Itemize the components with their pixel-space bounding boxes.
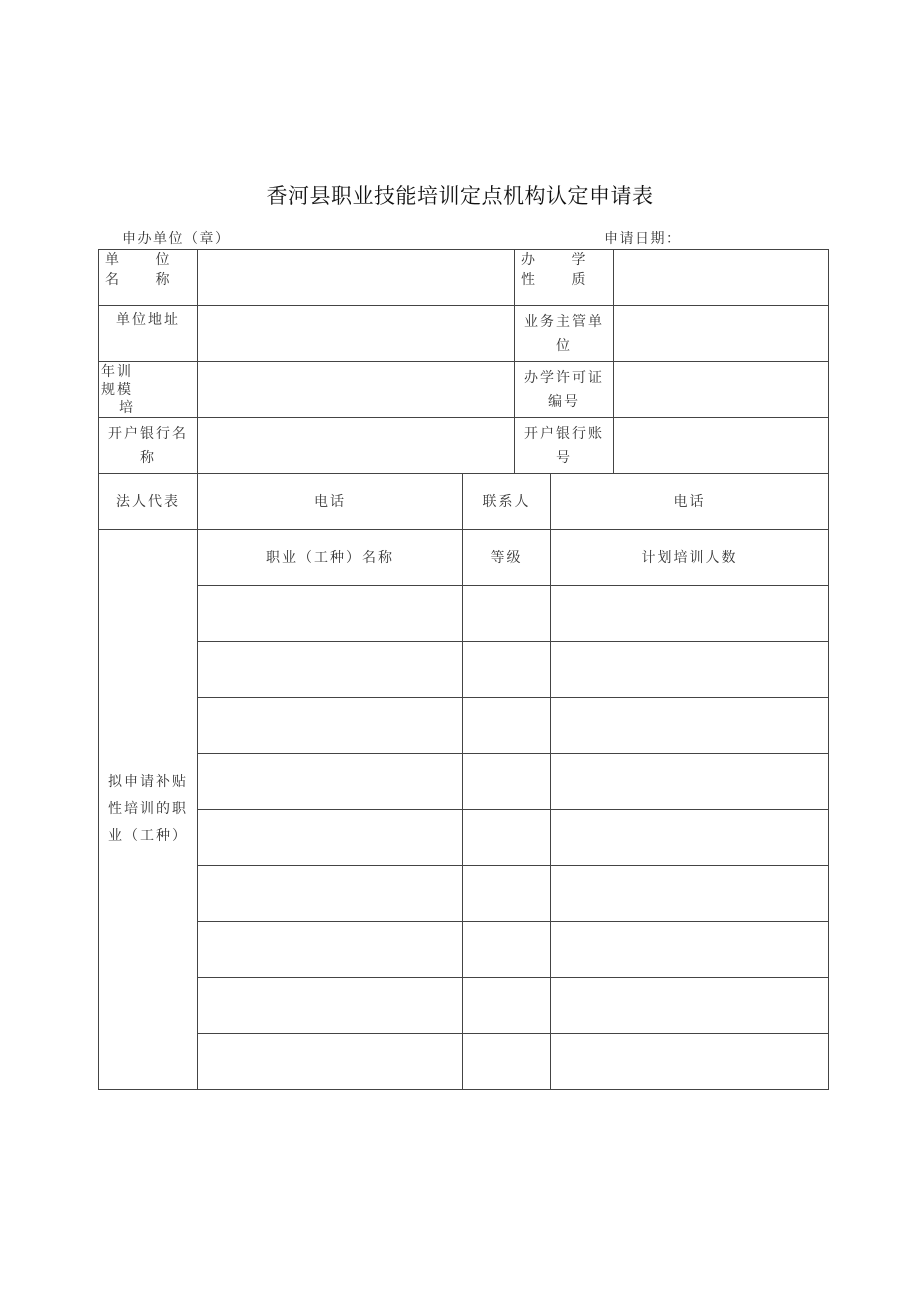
license-no-label: 办学许可证 编号	[524, 369, 604, 410]
bank-account-label: 开户银行账 号	[524, 425, 604, 466]
legal-rep-label: 法人代表	[116, 493, 180, 510]
bank-account-field[interactable]	[614, 418, 828, 473]
unit-address-field[interactable]	[198, 306, 514, 361]
table-row[interactable]	[198, 922, 828, 977]
table-row[interactable]	[198, 866, 828, 921]
supervisor-field[interactable]	[614, 306, 828, 361]
license-no-field[interactable]	[614, 362, 828, 417]
page-title: 香河县职业技能培训定点机构认定申请表	[266, 184, 654, 208]
table-row[interactable]	[198, 978, 828, 1033]
bank-name-field[interactable]	[198, 418, 514, 473]
supervisor-label: 业务主管单 位	[524, 313, 604, 354]
unit-address-label: 单位地址	[116, 312, 180, 328]
table-row[interactable]	[198, 586, 828, 641]
occ-name-header: 职业（工种）名称	[266, 549, 394, 566]
contact-label: 联系人	[482, 493, 531, 510]
unit-name-field[interactable]	[198, 250, 514, 305]
bank-name-label: 开户银行名 称	[108, 425, 188, 466]
grade-header: 等级	[490, 549, 523, 566]
table-row[interactable]	[198, 642, 828, 697]
table-row[interactable]	[198, 754, 828, 809]
unit-name-label: 单 位 名 称	[105, 252, 186, 288]
table-row[interactable]	[198, 810, 828, 865]
phone-label: 电话	[314, 493, 346, 510]
training-scale-label: 年训 规模 培	[101, 363, 135, 416]
plan-count-header: 计划培训人数	[641, 549, 738, 566]
date-label: 申请日期：	[604, 231, 682, 247]
phone2-label: 电话	[673, 493, 706, 510]
table-row[interactable]	[198, 698, 828, 753]
training-scale-field[interactable]	[198, 362, 514, 417]
occupation-label: 拟申请补贴 性培训的职 业（工种）	[108, 774, 188, 844]
school-nature-field[interactable]	[614, 250, 828, 305]
applicant-label: 申办单位（章）	[122, 231, 231, 247]
table-row[interactable]	[198, 1034, 828, 1089]
school-nature-label: 办 学 性 质	[521, 252, 602, 288]
